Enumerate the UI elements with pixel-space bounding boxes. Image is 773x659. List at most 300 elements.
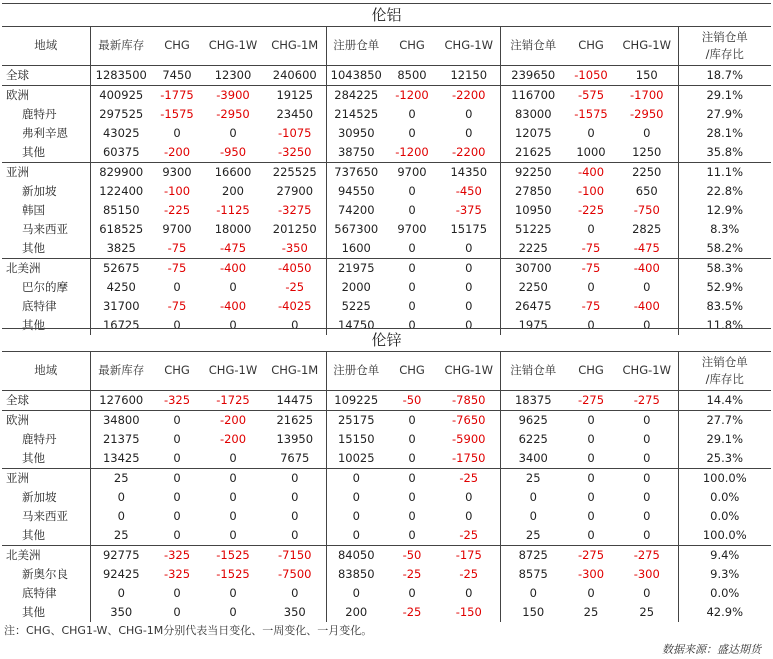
data-cell: -300 [633, 566, 660, 581]
data-cell: -25 [402, 566, 422, 581]
data-cell: 0 [587, 279, 595, 294]
region-name: 北美洲 [2, 259, 90, 279]
data-cell: 0 [643, 489, 651, 504]
data-cell: 0 [173, 279, 181, 294]
region-name: 巴尔的摩 [22, 279, 68, 294]
data-cell: 100.0% [678, 469, 771, 489]
data-cell: -25 [285, 279, 305, 294]
data-cell: 240600 [272, 67, 317, 82]
data-cell: 9625 [500, 411, 566, 431]
data-cell: 0 [202, 469, 264, 489]
data-cell: 0 [465, 125, 473, 140]
data-cell: 12.9% [678, 201, 771, 220]
data-cell: -1050 [574, 67, 608, 82]
column-header: 注销仓单 [500, 352, 566, 391]
data-cell: 0 [408, 202, 416, 217]
data-cell: 0.0% [678, 584, 771, 603]
data-cell: 9700 [162, 221, 192, 236]
data-cell: 74200 [326, 201, 386, 220]
data-cell: 284225 [326, 86, 386, 106]
region-name: 马来西亚 [22, 221, 68, 236]
column-header: 注销仓单 [500, 27, 566, 66]
region-name: 全球 [6, 392, 29, 407]
data-cell: 12300 [214, 67, 252, 82]
table-row [2, 66, 771, 86]
data-cell: 0 [643, 585, 651, 600]
data-cell: 2000 [326, 278, 386, 297]
data-cell: -3900 [202, 86, 264, 106]
data-cell: 83000 [500, 105, 566, 124]
data-cell: -2950 [630, 106, 664, 121]
data-cell: 31700 [90, 297, 152, 316]
column-header: 注销仓单 /库存比 [678, 27, 771, 66]
data-cell: 0 [229, 489, 237, 504]
data-cell: 1250 [632, 144, 662, 159]
data-cell: 116700 [500, 86, 566, 106]
table-row [2, 220, 771, 239]
data-cell: 27.9% [678, 105, 771, 124]
data-cell: 0 [587, 431, 595, 446]
data-cell: 14475 [276, 392, 314, 407]
data-cell: 3825 [90, 239, 152, 259]
data-cell: 0 [643, 508, 651, 523]
data-cell: 51225 [500, 220, 566, 239]
data-cell: 1600 [326, 239, 386, 259]
data-cell: -275 [577, 392, 605, 407]
region-name: 亚洲 [2, 469, 90, 489]
data-cell: 9.3% [678, 565, 771, 584]
data-cell: -3275 [278, 202, 312, 217]
data-cell: 8725 [500, 546, 566, 566]
data-cell: -750 [633, 202, 660, 217]
data-cell: 0 [408, 527, 416, 542]
table-row [2, 239, 771, 259]
column-header: CHG-1W [438, 27, 500, 66]
data-cell: 0 [408, 279, 416, 294]
data-cell: 0 [90, 488, 152, 507]
data-cell: 83.5% [678, 297, 771, 316]
data-cell: 0 [229, 508, 237, 523]
data-cell: -400 [616, 259, 678, 279]
data-cell: -25 [459, 527, 479, 542]
data-cell: 29.1% [678, 86, 771, 106]
data-cell: 60375 [90, 143, 152, 163]
column-header: 注销仓单 /库存比 [678, 352, 771, 391]
data-cell: -7500 [278, 566, 312, 581]
data-cell: 0 [173, 317, 181, 332]
column-header: CHG-1W [616, 27, 678, 66]
data-cell: 29.1% [678, 430, 771, 449]
data-cell: 0 [229, 527, 237, 542]
data-cell: -950 [219, 144, 247, 159]
data-cell: 0 [326, 469, 386, 489]
data-cell: -225 [163, 202, 191, 217]
data-cell: -1525 [202, 546, 264, 566]
data-cell: 0 [408, 585, 416, 600]
data-cell: 0 [465, 106, 473, 121]
table-title-row [2, 4, 771, 27]
data-cell: 829900 [90, 163, 152, 183]
data-cell: 0 [291, 489, 299, 504]
table-row [2, 469, 771, 489]
data-cell: -7850 [452, 392, 486, 407]
data-cell: 0 [173, 489, 181, 504]
data-cell: 25 [90, 469, 152, 489]
data-cell: -300 [577, 566, 605, 581]
data-cell: 43025 [90, 124, 152, 143]
data-cell: -75 [152, 259, 202, 279]
data-cell: 15175 [450, 221, 488, 236]
data-cell: 92250 [500, 163, 566, 183]
footnote: 注：CHG、CHG1-W、CHG-1M分别代表当日变化、一周变化、一月变化。 [4, 624, 373, 637]
column-header: 注册仓单 [326, 352, 386, 391]
column-header: CHG-1W [202, 27, 264, 66]
data-cell: -1775 [152, 86, 202, 106]
data-cell: 18.7% [678, 66, 771, 86]
data-cell: 23450 [276, 106, 314, 121]
data-cell: 11.8% [678, 316, 771, 335]
data-cell: 239650 [500, 66, 566, 86]
data-cell: 0 [386, 411, 438, 431]
data-cell: -7650 [438, 411, 500, 431]
data-cell: 25175 [326, 411, 386, 431]
data-cell: 0 [408, 450, 416, 465]
data-source: 数据来源：盛达期货 [662, 643, 761, 656]
region-name: 底特律 [22, 298, 57, 313]
data-cell: 22.8% [678, 182, 771, 201]
data-cell: 150 [500, 603, 566, 622]
data-cell: 6225 [500, 430, 566, 449]
data-cell: 35.8% [678, 143, 771, 163]
data-cell: -1575 [574, 106, 608, 121]
data-cell: 2250 [616, 163, 678, 183]
data-cell: -1575 [160, 106, 194, 121]
region-name: 其他 [22, 240, 45, 255]
data-cell: 85150 [90, 201, 152, 220]
data-cell: 225525 [264, 163, 326, 183]
column-header: CHG [566, 27, 616, 66]
data-cell: 8500 [397, 67, 427, 82]
data-cell: 0 [408, 508, 416, 523]
data-cell: 27900 [276, 183, 314, 198]
data-cell: 13950 [276, 431, 314, 446]
data-cell: 52.9% [678, 278, 771, 297]
table-row [2, 430, 771, 449]
data-cell: 0 [643, 279, 651, 294]
data-cell: 2225 [500, 239, 566, 259]
region-name: 欧洲 [2, 411, 90, 431]
region-name: 新奥尔良 [22, 566, 68, 581]
data-cell: -75 [581, 298, 601, 313]
data-cell: -25 [438, 469, 500, 489]
data-cell: 567300 [326, 220, 386, 239]
region-name: 其他 [22, 144, 45, 159]
data-cell: 0 [465, 489, 473, 504]
data-cell: 25 [90, 526, 152, 546]
data-cell: 0 [465, 279, 473, 294]
data-cell: 0 [587, 489, 595, 504]
data-cell: 0 [229, 585, 237, 600]
region-name: 其他 [22, 527, 45, 542]
table-row [2, 163, 771, 183]
data-cell: 0 [386, 259, 438, 279]
region-name: 底特律 [22, 585, 57, 600]
table-row [2, 603, 771, 622]
data-cell: 14350 [438, 163, 500, 183]
data-cell: 25.3% [678, 449, 771, 469]
data-cell: 12150 [450, 67, 488, 82]
data-cell: 21625 [264, 411, 326, 431]
data-cell: -2950 [216, 106, 250, 121]
data-cell: -1725 [216, 392, 250, 407]
data-cell: 201250 [272, 221, 317, 236]
data-cell: 0 [90, 507, 152, 526]
data-cell: 0 [173, 431, 181, 446]
data-cell: 350 [283, 604, 306, 619]
column-header: CHG-1W [616, 352, 678, 391]
data-cell: 737650 [326, 163, 386, 183]
data-cell: -325 [163, 392, 191, 407]
data-cell: 0 [408, 489, 416, 504]
column-header: 最新库存 [90, 27, 152, 66]
data-cell: 0 [587, 585, 595, 600]
data-cell: 0 [173, 450, 181, 465]
data-cell: -475 [633, 240, 660, 255]
data-cell: 0 [587, 527, 595, 542]
data-cell: -150 [455, 604, 482, 619]
table-row [2, 411, 771, 431]
table-row [2, 105, 771, 124]
data-cell: -575 [566, 86, 616, 106]
data-cell: 0 [386, 469, 438, 489]
data-cell: -1750 [452, 450, 486, 465]
region-name: 弗利辛恩 [22, 125, 68, 140]
data-cell: -5900 [452, 431, 486, 446]
data-cell: 18375 [500, 391, 566, 411]
data-cell: 16600 [202, 163, 264, 183]
data-cell: 10025 [326, 449, 386, 469]
data-cell: 0 [173, 585, 181, 600]
data-cell: 0 [291, 317, 299, 332]
region-name: 鹿特丹 [22, 106, 57, 121]
data-cell: 200 [222, 183, 244, 198]
data-cell: 26475 [500, 297, 566, 316]
data-cell: -25 [459, 566, 479, 581]
data-cell: 0 [229, 450, 237, 465]
region-name: 新加坡 [22, 183, 57, 198]
data-cell: 92775 [90, 546, 152, 566]
data-cell: -1200 [395, 144, 429, 159]
data-cell: 0 [465, 508, 473, 523]
data-cell: -75 [566, 259, 616, 279]
data-cell: 21625 [500, 143, 566, 163]
data-cell: -75 [167, 240, 187, 255]
column-header: 地域 [2, 352, 90, 391]
data-cell: -175 [438, 546, 500, 566]
region-name: 新加坡 [22, 489, 57, 504]
data-cell: 0 [408, 317, 416, 332]
data-cell: 10950 [500, 201, 566, 220]
column-header: CHG [152, 27, 202, 66]
data-cell: -1200 [386, 86, 438, 106]
data-cell: 8.3% [678, 220, 771, 239]
data-cell: 214525 [326, 105, 386, 124]
data-cell: -3250 [278, 144, 312, 159]
data-cell: 4250 [90, 278, 152, 297]
data-cell: 0 [90, 584, 152, 603]
data-cell: 0 [326, 584, 386, 603]
data-cell: 0 [152, 469, 202, 489]
column-header: CHG-1M [264, 352, 326, 391]
data-cell: -325 [152, 546, 202, 566]
data-cell: -50 [402, 392, 422, 407]
data-cell: 9700 [397, 221, 427, 236]
region-name: 其他 [22, 450, 45, 465]
data-cell: -1075 [278, 125, 312, 140]
data-cell: 0 [616, 469, 678, 489]
data-cell: 52675 [90, 259, 152, 279]
data-cell: 25 [500, 469, 566, 489]
data-cell: 0 [326, 526, 386, 546]
data-cell: 8575 [500, 565, 566, 584]
data-cell: 7450 [162, 67, 192, 82]
data-cell: 122400 [90, 182, 152, 201]
data-cell: 0 [152, 411, 202, 431]
data-cell: 0 [643, 527, 651, 542]
data-cell: 0 [173, 604, 181, 619]
data-cell: -375 [455, 202, 482, 217]
data-cell: 0 [643, 317, 651, 332]
table-row [2, 143, 771, 163]
region-name: 北美洲 [2, 546, 90, 566]
data-cell: -275 [566, 546, 616, 566]
data-cell: 0 [173, 508, 181, 523]
data-cell: 0 [326, 488, 386, 507]
region-name: 欧洲 [2, 86, 90, 106]
data-cell: 9700 [386, 163, 438, 183]
data-cell: 0 [264, 469, 326, 489]
data-cell: 0 [500, 507, 566, 526]
table-row [2, 584, 771, 603]
data-cell: 297525 [90, 105, 152, 124]
data-cell: -275 [633, 392, 660, 407]
data-cell: -2200 [452, 144, 486, 159]
data-cell: 1283500 [90, 66, 152, 86]
data-cell: 0.0% [678, 507, 771, 526]
column-header: 注册仓单 [326, 27, 386, 66]
data-cell: 0 [173, 125, 181, 140]
data-cell: 0 [643, 125, 651, 140]
data-cell: -75 [167, 298, 187, 313]
data-cell: 127600 [90, 391, 152, 411]
data-cell: 350 [90, 603, 152, 622]
data-cell: -1700 [616, 86, 678, 106]
table-row [2, 526, 771, 546]
column-header: CHG [386, 27, 438, 66]
data-cell: 0 [643, 450, 651, 465]
data-cell: 0 [408, 125, 416, 140]
data-cell: 0 [587, 221, 595, 236]
column-header: CHG [152, 352, 202, 391]
data-cell: -350 [281, 240, 308, 255]
data-cell: 28.1% [678, 124, 771, 143]
region-name: 鹿特丹 [22, 431, 57, 446]
region-name: 其他 [22, 317, 45, 332]
data-cell: -400 [566, 163, 616, 183]
data-cell: 150 [635, 67, 658, 82]
column-header: CHG [386, 352, 438, 391]
data-cell: 0 [229, 279, 237, 294]
data-cell: 5225 [326, 297, 386, 316]
data-cell: 94550 [326, 182, 386, 201]
data-cell: -1525 [216, 566, 250, 581]
data-cell: 2825 [632, 221, 662, 236]
data-cell: -4050 [264, 259, 326, 279]
data-cell: 25 [639, 604, 655, 619]
data-cell: -200 [163, 144, 191, 159]
data-cell: 0 [438, 259, 500, 279]
data-cell: 0 [465, 298, 473, 313]
aluminium-table [2, 3, 771, 335]
data-cell: -50 [386, 546, 438, 566]
data-cell: -100 [163, 183, 191, 198]
column-header: CHG-1W [202, 352, 264, 391]
data-cell: 0 [229, 604, 237, 619]
data-cell: 0 [566, 411, 616, 431]
data-cell: 1043850 [326, 66, 386, 86]
data-cell: 0 [408, 298, 416, 313]
table-row [2, 565, 771, 584]
data-cell: -100 [577, 183, 605, 198]
data-cell: 25 [583, 604, 599, 619]
data-cell: 25 [500, 526, 566, 546]
data-cell: 0 [173, 527, 181, 542]
zinc-table [2, 328, 771, 622]
data-cell: 0 [500, 584, 566, 603]
data-cell: 0 [643, 431, 651, 446]
data-cell: 42.9% [678, 603, 771, 622]
table-title-row [2, 329, 771, 352]
data-cell: 0 [229, 317, 237, 332]
data-cell: 0 [587, 450, 595, 465]
data-cell: 0 [566, 469, 616, 489]
data-cell: 0 [587, 317, 595, 332]
data-cell: 0 [408, 240, 416, 255]
data-cell: 0 [229, 125, 237, 140]
data-cell: -25 [402, 604, 422, 619]
data-cell: 13425 [90, 449, 152, 469]
column-header: 最新库存 [90, 352, 152, 391]
data-cell: 2250 [500, 278, 566, 297]
data-cell: -325 [163, 566, 191, 581]
table-row [2, 201, 771, 220]
data-cell: 92425 [90, 565, 152, 584]
data-cell: 27850 [500, 182, 566, 201]
data-cell: 7675 [280, 450, 310, 465]
data-cell: 83850 [326, 565, 386, 584]
column-header: 地域 [2, 27, 90, 66]
data-cell: 0.0% [678, 488, 771, 507]
data-cell: 0 [291, 527, 299, 542]
data-cell: 0 [616, 411, 678, 431]
region-name: 全球 [6, 67, 29, 82]
data-cell: 0 [408, 183, 416, 198]
data-cell: 21375 [90, 430, 152, 449]
region-name: 马来西亚 [22, 508, 68, 523]
data-cell: 0 [465, 317, 473, 332]
data-cell: -475 [219, 240, 247, 255]
table-title: 伦锌 [2, 329, 771, 352]
